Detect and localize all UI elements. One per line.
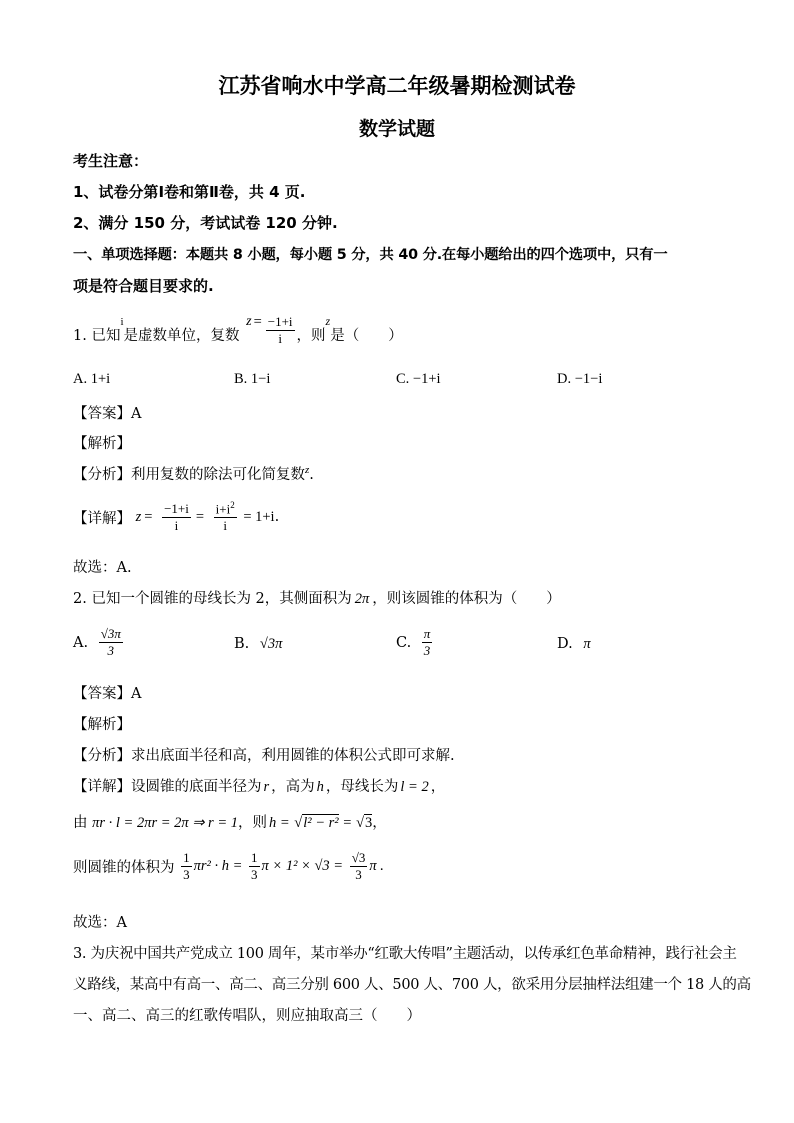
q1-option-d: D. −1−i xyxy=(557,371,603,387)
q1-conclusion: 故选：A. xyxy=(73,560,132,576)
q2-fenxi: 【分析】求出底面半径和高，利用圆锥的体积公式即可求解. xyxy=(73,748,455,764)
q2-answer: 【答案】A xyxy=(73,686,142,702)
q2-volume-line: 则圆锥的体积为 $\frac{1}{3}$ πr² · h = $\frac{1}{3}$ π × 1² × √3 = $\frac{√3}{3}$ π . xyxy=(73,850,384,882)
q1-xj-frac2: $\frac{i+i^2}{i}$ xyxy=(215,500,235,534)
question-3-line2: 义路线，某高中有高一、高二、高三分别 600 人、500 人、700 人，欲采用分层抽样法组建一个 18 人的高 xyxy=(73,977,751,993)
q2-derivation-line: 由 πr · l = 2πr = 2π ⇒ r = 1，则 h = √l² − r² = √3， xyxy=(73,815,387,831)
page-subtitle: 数学试题 xyxy=(358,118,435,140)
section-heading-line2: 项是符合题目要求的. xyxy=(73,277,214,295)
page-title: 江苏省响水中学高二年级暑期检测试卷 xyxy=(218,74,576,98)
q2-option-a: A. $\frac{√3\pi}{3}$ xyxy=(73,626,121,658)
q1-pre: 1. 已知 xyxy=(73,328,121,344)
q1-fraction-den: i xyxy=(278,331,282,346)
notice-heading: 考生注意： xyxy=(73,152,149,170)
q1-answer: 【答案】A xyxy=(73,406,142,422)
q1-fenxi: 【分析】利用复数的除法可化简复数$^z$. xyxy=(73,464,314,483)
q1-post: ，则 xyxy=(296,328,326,344)
question-3-line3: 一、高二、高三的红歌传唱队，则应抽取高三（ ） xyxy=(73,1008,421,1024)
q1-option-b: B. 1−i xyxy=(234,371,271,387)
q1-fraction-num: −1+i xyxy=(267,314,293,329)
notice-item-1: 1、试卷分第Ⅰ卷和第Ⅱ卷，共 4 页. xyxy=(73,183,306,201)
q2-xiangjie: 【详解】设圆锥的底面半径为 r ，高为 h ，母线长为 l = 2 ， xyxy=(73,779,446,795)
q1-option-c: C. −1+i xyxy=(396,371,441,387)
question-3-line1: 3. 为庆祝中国共产党成立 100 周年，某市举办“红歌大传唱”主题活动，以传承红色革命精神，践行社会主 xyxy=(73,946,737,962)
q2-analysis-label: 【解析】 xyxy=(73,717,131,733)
question-2-stem: 2. 已知一个圆锥的母线长为 2，其侧面积为 2π ，则该圆锥的体积为（ ） xyxy=(73,591,561,607)
q1-mid: 是虚数单位，复数 xyxy=(123,328,240,344)
q1-analysis-label: 【解析】 xyxy=(73,436,131,452)
q1-z-variable: z xyxy=(246,314,252,329)
question-1-stem xyxy=(73,314,403,347)
q1-xiangjie: 【详解】 z = $\frac{-1+i}{i}$ = $\frac{i+i^2}{i}$ = 1+i. xyxy=(73,500,280,534)
q2-conclusion: 故选：A xyxy=(73,915,127,931)
q2-option-c: C. $\frac{\pi}{3}$ xyxy=(396,626,431,658)
q1-fraction xyxy=(266,314,295,347)
notice-item-2: 2、满分 150 分，考试试卷 120 分钟. xyxy=(73,214,338,232)
q1-xj-frac1: $\frac{-1+i}{i}$ xyxy=(164,500,189,533)
q2-option-d: D. π xyxy=(557,636,591,652)
imaginary-unit: i xyxy=(120,316,124,328)
q2-option-b: B. √3π xyxy=(234,636,283,652)
q1-equals: = xyxy=(253,314,262,330)
section-heading-line1: 一、单项选择题：本题共 8 小题，每小题 5 分，共 40 分.在每小题给出的四个选项中，只有一 xyxy=(73,247,668,263)
q1-post2: 是（ ） xyxy=(330,328,403,344)
q1-z-symbol: z xyxy=(325,314,331,328)
q1-option-a: A. 1+i xyxy=(73,371,111,387)
